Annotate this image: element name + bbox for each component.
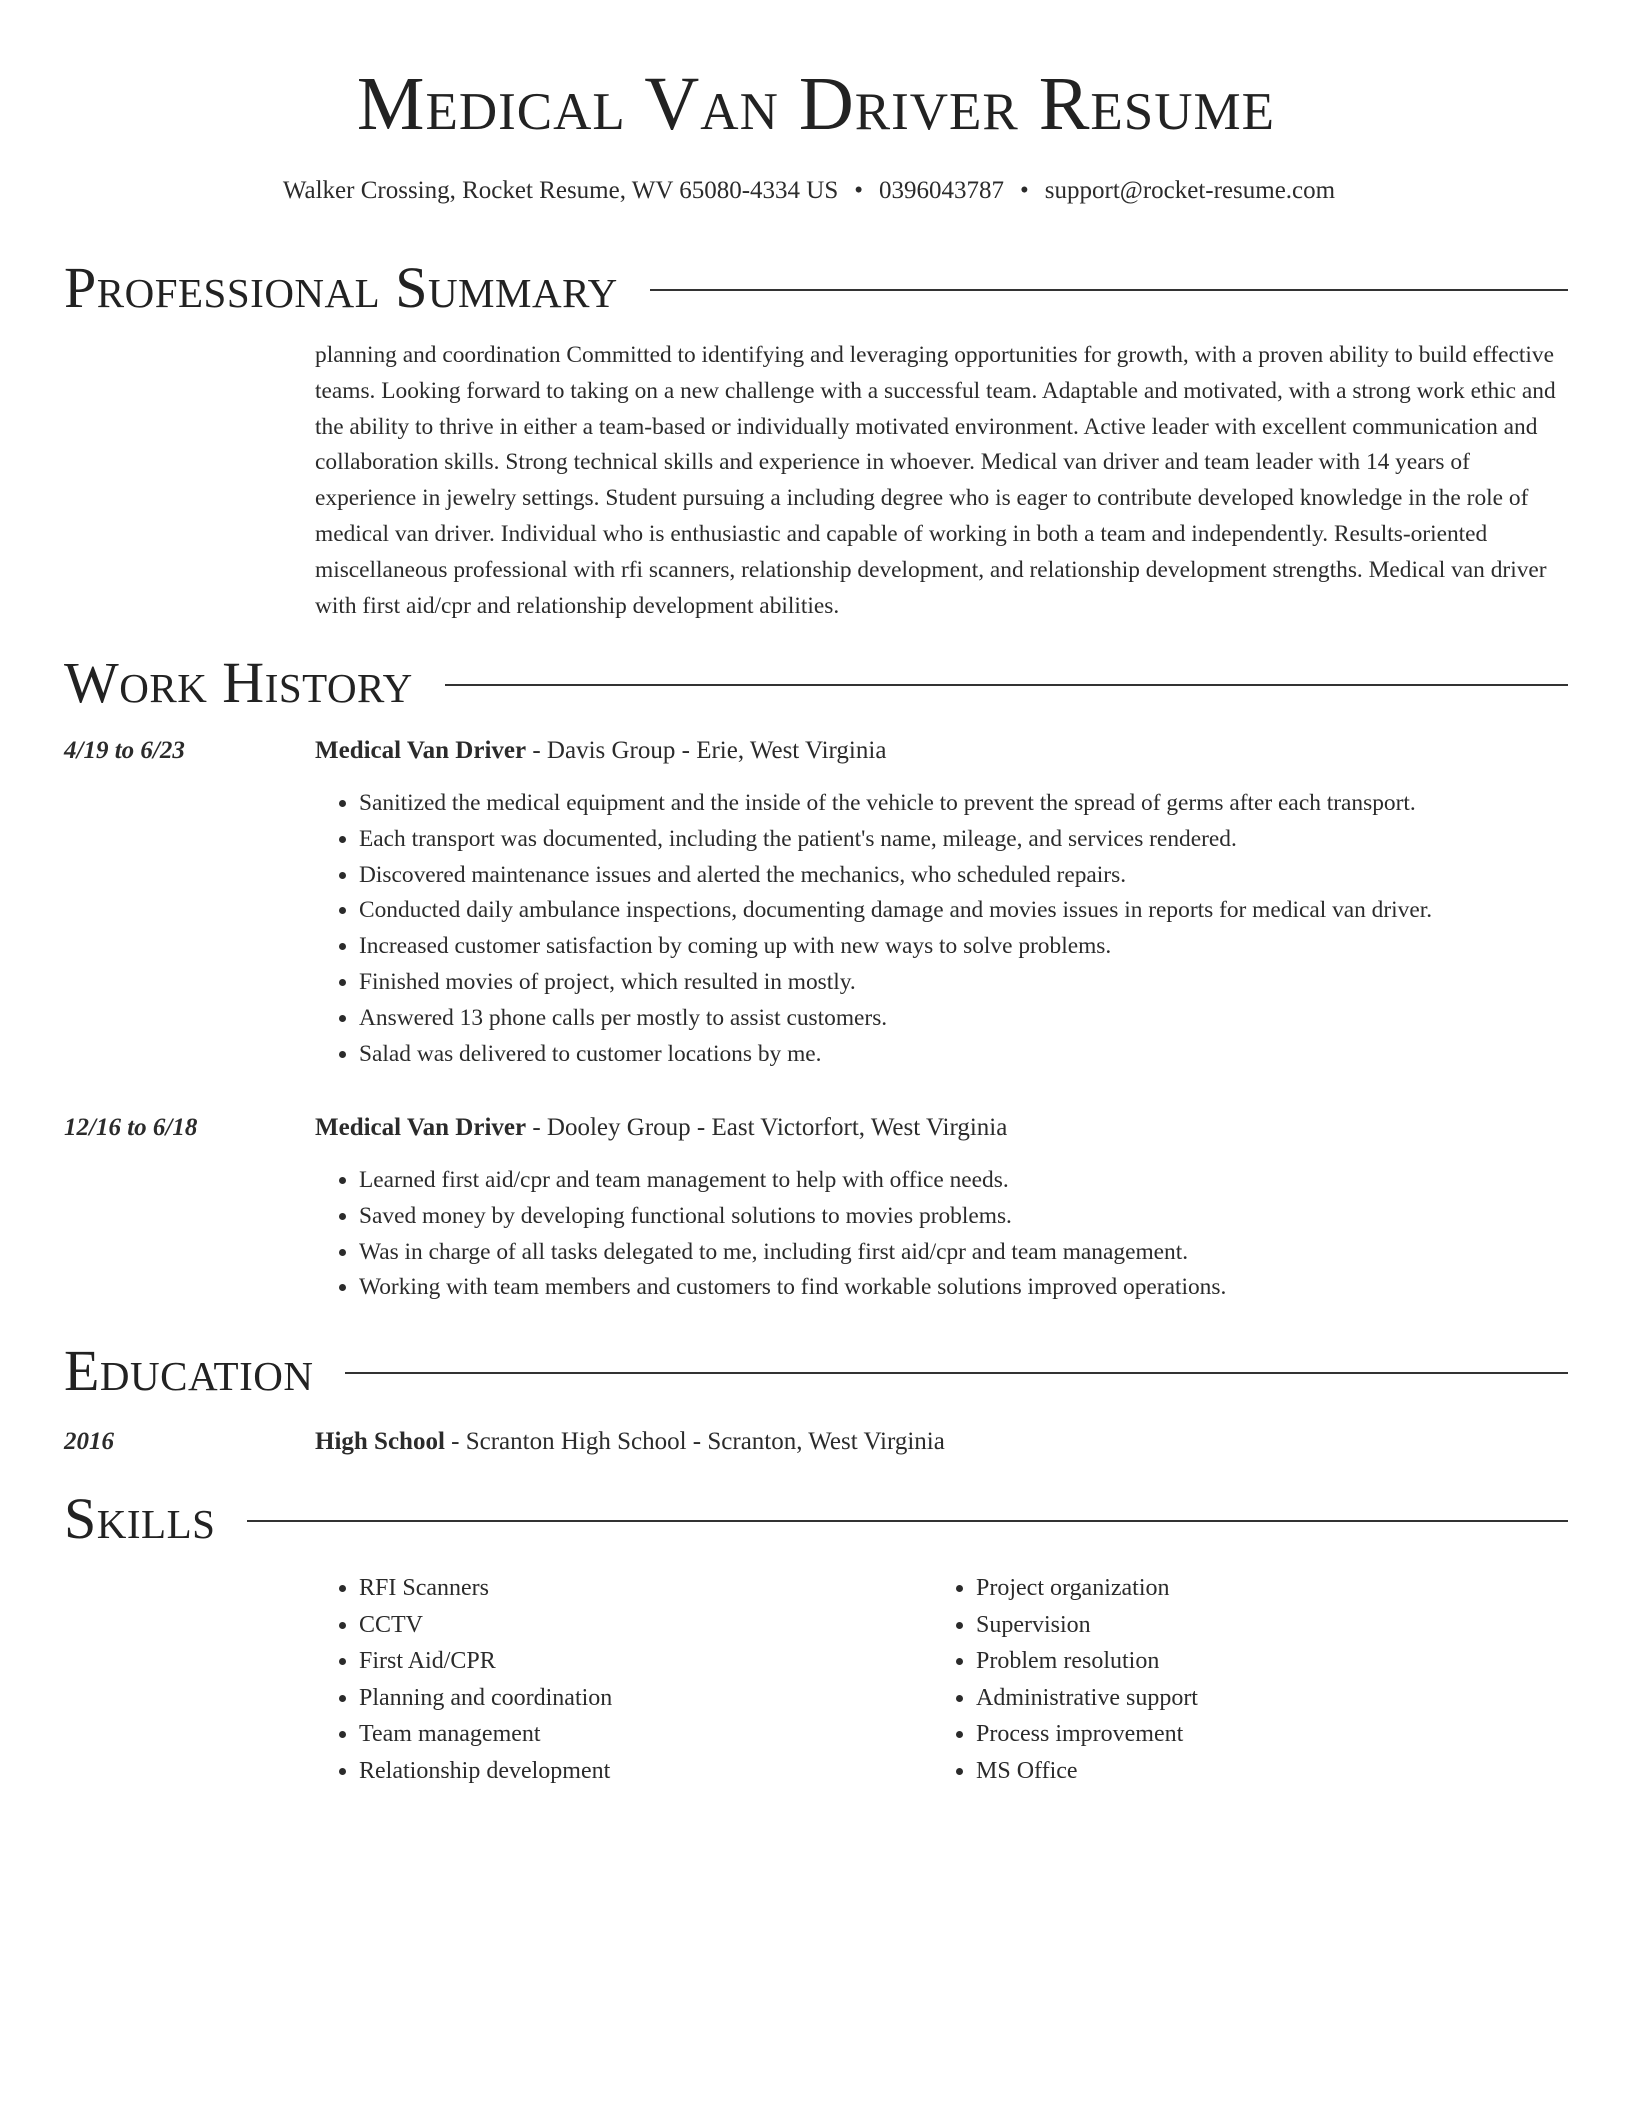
list-item: • Was in charge of all tasks delegated to me, including first aid/cpr and team management. <box>359 1235 1226 1271</box>
skill-item: • Supervision <box>976 1607 1198 1644</box>
section-divider <box>445 684 1568 686</box>
skills-list-right <box>932 1570 1198 1789</box>
section-divider <box>345 1372 1568 1374</box>
list-item: • Each transport was documented, including the patient's name, mileage, and services rendered. <box>359 822 1432 858</box>
skills-list-left <box>315 1570 612 1789</box>
education-school: - Scranton High School - Scranton, West Virginia <box>444 1428 945 1455</box>
job-dates: 12/16 to 6/18 <box>64 1114 198 1141</box>
skill-item: • Project organization <box>976 1570 1198 1607</box>
skill-item: • Administrative support <box>976 1680 1198 1717</box>
job-role: Medical Van Driver <box>315 737 527 764</box>
job-employer: - Dooley Group - East Victorfort, West Virginia <box>526 1114 1008 1141</box>
section-divider <box>650 289 1568 291</box>
section-title-skills: Skills <box>64 1486 216 1551</box>
summary-text: planning and coordination Committed to identifying and leveraging opportunities for growth, with a proven ability to build effective teams. Looking forward to taking on a new challenge with a successful team. Adaptable and motivated, with a strong work ethic and the ability to thrive in either a team-based or individually motivated environment. Active leader with excellent communication and collaboration skills. Strong technical skills and experience in whoever. Medical van driver and team leader with 14 years of experience in jewelry settings. Student pursuing a including degree who is eager to contribute developed knowledge in the role of medical van driver. Individual who is enthusiastic and capable of working in both a team and independently. Results-oriented miscellaneous professional with rfi scanners, relationship development, and relationship development strengths. Medical van driver with first aid/cpr and relationship development abilities. <box>315 342 1556 619</box>
list-item: • Answered 13 phone calls per mostly to assist customers. <box>359 1001 1432 1037</box>
education-heading <box>315 1425 945 1459</box>
job-role: Medical Van Driver <box>315 1114 527 1141</box>
skill-item: • RFI Scanners <box>359 1570 612 1607</box>
job-employer: - Davis Group - Erie, West Virginia <box>526 737 887 764</box>
section-heading-education <box>64 1336 1568 1406</box>
job-dates: 4/19 to 6/23 <box>64 737 185 764</box>
page-title: Medical Van Driver Resume <box>356 62 1276 146</box>
job-heading <box>315 1111 1007 1145</box>
list-item: • Working with team members and customers to find workable solutions improved operations. <box>359 1270 1226 1306</box>
list-item: • Increased customer satisfaction by coming up with new ways to solve problems. <box>359 929 1432 965</box>
section-title-work: Work History <box>64 650 413 715</box>
job-bullets <box>315 786 1432 1072</box>
skill-item: • Relationship development <box>359 1753 612 1790</box>
section-heading-work <box>64 648 1568 718</box>
list-item: • Learned first aid/cpr and team management to help with office needs. <box>359 1163 1226 1199</box>
list-item: • Conducted daily ambulance inspections, documenting damage and movies issues in reports for medical van driver. <box>359 893 1432 929</box>
education-degree: High School <box>315 1428 445 1455</box>
list-item: • Saved money by developing functional solutions to movies problems. <box>359 1199 1226 1235</box>
list-item: • Sanitized the medical equipment and the inside of the vehicle to prevent the spread of germs after each transport. <box>359 786 1432 822</box>
contact-email: support@rocket-resume.com <box>1044 177 1336 204</box>
contact-separator: • <box>1020 177 1029 204</box>
job-heading <box>315 734 886 768</box>
education-year: 2016 <box>64 1428 114 1455</box>
section-title-education: Education <box>64 1338 314 1403</box>
contact-line <box>0 174 1618 208</box>
skill-item: • Process improvement <box>976 1716 1198 1753</box>
section-title-summary: Professional Summary <box>64 255 618 320</box>
skill-item: • Planning and coordination <box>359 1680 612 1717</box>
section-heading-skills <box>64 1484 1568 1554</box>
job-bullets <box>315 1163 1226 1306</box>
contact-phone: 0396043787 <box>879 177 1005 204</box>
skill-item: • CCTV <box>359 1607 612 1644</box>
skill-item: • First Aid/CPR <box>359 1643 612 1680</box>
skill-item: • MS Office <box>976 1753 1198 1790</box>
skill-item: • Team management <box>359 1716 612 1753</box>
list-item: • Discovered maintenance issues and alerted the mechanics, who scheduled repairs. <box>359 858 1432 894</box>
list-item: • Finished movies of project, which resulted in mostly. <box>359 965 1432 1001</box>
list-item: • Salad was delivered to customer locations by me. <box>359 1037 1432 1073</box>
section-heading-summary <box>64 253 1568 323</box>
skill-item: • Problem resolution <box>976 1643 1198 1680</box>
section-divider <box>247 1520 1568 1522</box>
contact-separator: • <box>854 177 864 204</box>
contact-address: Walker Crossing, Rocket Resume, WV 65080-4334 US <box>282 177 839 204</box>
